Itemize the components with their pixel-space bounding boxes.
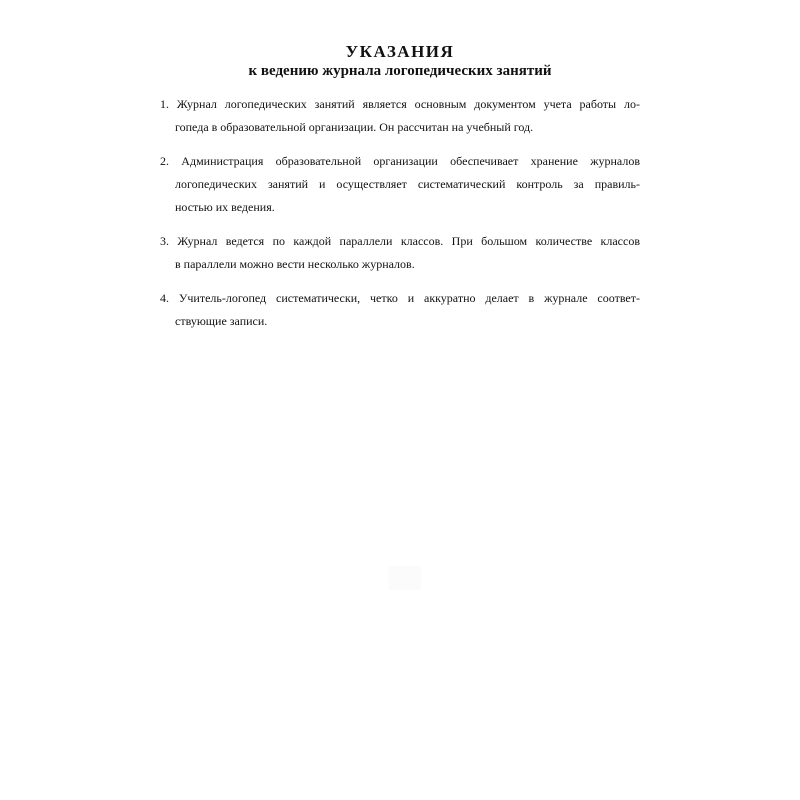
instruction-line: ствующие записи.: [175, 314, 268, 328]
instruction-item-3: [160, 230, 640, 276]
item-spacer: [160, 219, 640, 230]
item-spacer: [160, 276, 640, 287]
instruction-line: 3. Журнал ведется по каждой параллели классов. При большом количестве классов: [160, 234, 640, 248]
scan-smudge: [389, 566, 421, 590]
instruction-line: 4. Учитель-логопед систематически, четко и аккуратно делает в журнале соответ-: [160, 291, 640, 305]
instruction-line: гопеда в образовательной организации. Он рассчитан на учебный год.: [175, 120, 534, 134]
item-spacer: [160, 139, 640, 150]
instruction-line: 1. Журнал логопедических занятий является основным документом учета работы ло-: [160, 97, 640, 111]
instruction-item-4: [160, 287, 640, 333]
instruction-line: 2. Администрация образовательной организации обеспечивает хранение журналов: [160, 154, 640, 168]
instruction-line: в параллели можно вести несколько журналов.: [175, 257, 415, 271]
page-title: УКАЗАНИЯ: [345, 42, 455, 61]
instruction-item-1: [160, 93, 640, 139]
instruction-line: логопедических занятий и осуществляет систематический контроль за правиль-: [175, 177, 640, 191]
instructions-list: [160, 93, 640, 333]
instruction-line: ностью их ведения.: [175, 200, 275, 214]
instruction-item-2: [160, 150, 640, 219]
page-subtitle: к ведению журнала логопедических занятий: [248, 63, 552, 79]
